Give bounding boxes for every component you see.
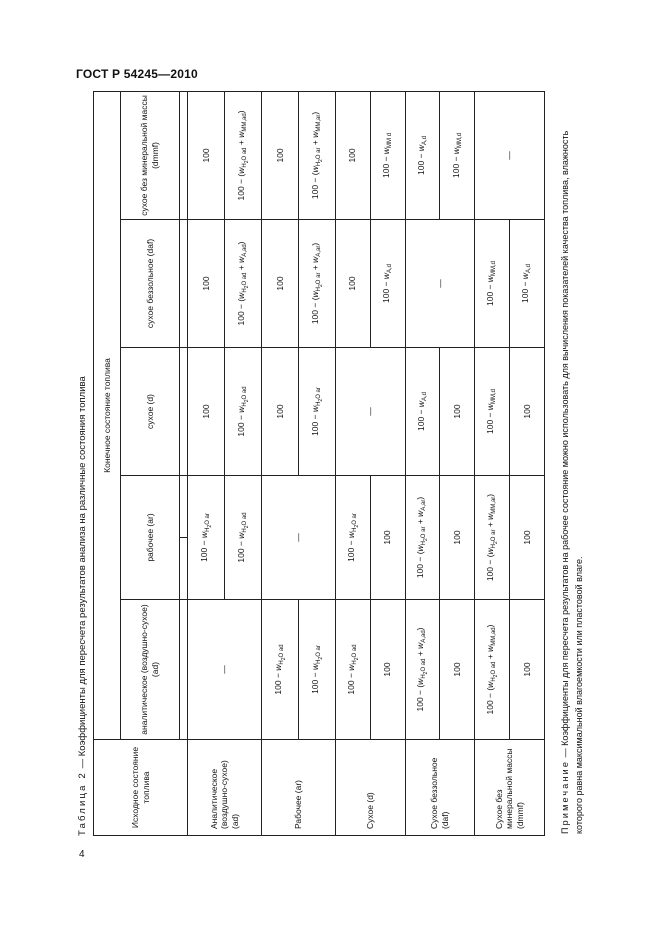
cell-daf-ad-2: 100	[440, 600, 475, 740]
col-header-daf: сухое беззольное (daf)	[120, 220, 179, 348]
cell-ad-daf-2: $100 - (w_{H_2O ad} + w_{A,ad})$	[225, 220, 262, 348]
cell-daf-daf: —	[405, 220, 475, 348]
spacer-cell	[180, 476, 188, 538]
rotated-table-block	[75, 92, 603, 836]
cell-ad-d: 100	[188, 348, 225, 476]
cell-d-dmmf: 100	[335, 91, 370, 219]
cell-d-ad: $100 - w_{H_2O ad}$	[335, 600, 370, 740]
cell-daf-ar-2: 100	[440, 476, 475, 600]
spacer-cell	[180, 600, 188, 740]
cell-ad-d-2: $100 - w_{H_2O ad}$	[225, 348, 262, 476]
cell-dmmf-ar: $100 - (w_{H_2O ar} + w_{MM,ar})$	[475, 476, 510, 600]
cell-dmmf-daf-2: $100 - w_{A,d}$	[510, 220, 545, 348]
cell-d-d: —	[335, 348, 405, 476]
cell-dmmf-ad-2: 100	[510, 600, 545, 740]
row-header-daf: Сухое беззольное (daf)	[405, 740, 475, 836]
table-caption-text: — Коэффициенты для пересчета результатов анализа на различные состояния топлива	[77, 376, 88, 772]
cell-dmmf-daf: $100 - w_{MM,d}$	[475, 220, 510, 348]
row-header-ad: Аналитическое (воздушно-сухое) (ad)	[188, 740, 262, 836]
cell-ar-ar: —	[262, 476, 336, 600]
cell-daf-d: $100 - w_{A,d}$	[405, 348, 440, 476]
row-header-d: Сухое (d)	[335, 740, 405, 836]
cell-ad-ar: $100 - w_{H_2O ar}$	[188, 476, 225, 600]
table-note	[559, 94, 586, 834]
cell-ad-daf: 100	[188, 220, 225, 348]
cell-dmmf-dmmf: —	[475, 91, 545, 219]
table-caption	[77, 92, 88, 836]
spacer-cell	[180, 91, 188, 219]
conversion-table	[93, 91, 545, 836]
spacer-cell	[180, 220, 188, 348]
cell-d-daf: 100	[335, 220, 370, 348]
col-header-ar: рабочее (ar)	[120, 476, 179, 600]
cell-ad-dmmf: 100	[188, 91, 225, 219]
cell-dmmf-d: $100 - w_{MM,d}$	[475, 348, 510, 476]
col-header-ad: аналитическое (воздушно-сухое) (ad)	[120, 600, 179, 740]
cell-dmmf-ar-2: 100	[510, 476, 545, 600]
note-text: — Коэффициенты для пересчета результатов на рабочее состояние можно использовать для вычисления показателей качества топлива, влажность которого равна максимальной влагоемкости или пластовой влаге.	[560, 130, 584, 834]
cell-dmmf-ad: $100 - (w_{H_2O ad} + w_{MM,ad})$	[475, 600, 510, 740]
table-caption-label: Таблица 2	[77, 771, 88, 836]
cell-dmmf-d-2: 100	[510, 348, 545, 476]
cell-ar-daf: 100	[262, 220, 299, 348]
cell-daf-dmmf: $100 - w_{A,d}$	[405, 91, 440, 219]
cell-ar-dmmf: 100	[262, 91, 299, 219]
col-header-d: сухое (d)	[120, 348, 179, 476]
cell-ad-ad: —	[188, 600, 262, 740]
cell-d-ar-2: 100	[370, 476, 405, 600]
cell-ar-d: 100	[262, 348, 299, 476]
source-state-header: Исходное состояние топлива	[94, 740, 188, 836]
cell-d-daf-2: $100 - w_{A,d}$	[370, 220, 405, 348]
cell-ar-daf-2: $100 - (w_{H_2O ar} + w_{A,ar})$	[298, 220, 335, 348]
cell-ad-dmmf-2: $100 - (w_{H_2O ad} + w_{MM,ad})$	[225, 91, 262, 219]
row-header-dmmf: Сухое без минеральной массы (dmmf)	[475, 740, 545, 836]
row-header-ar: Рабочее (ar)	[262, 740, 336, 836]
cell-daf-ar: $100 - (w_{H_2O ar} + w_{A,ar})$	[405, 476, 440, 600]
cell-ar-d-2: $100 - w_{H_2O ar}$	[298, 348, 335, 476]
document-header: ГОСТ Р 54245—2010	[76, 67, 198, 81]
cell-ad-ar-2: $100 - w_{H_2O ad}$	[225, 476, 262, 600]
col-header-dmmf: сухое без минеральной массы (dmmf)	[120, 91, 179, 219]
cell-daf-dmmf-2: $100 - w_{MM,d}$	[440, 91, 475, 219]
page-number: 4	[79, 849, 85, 860]
spacer-cell	[180, 538, 188, 600]
target-state-header: Конечное состояние топлива	[94, 91, 121, 739]
cell-daf-ad: $100 - (w_{H_2O ad} + w_{A,ad})$	[405, 600, 440, 740]
note-label: Примечание	[560, 759, 570, 834]
cell-d-dmmf-2: $100 - w_{MM d}$	[370, 91, 405, 219]
cell-ar-ad: $100 - w_{H_2O ad}$	[262, 600, 299, 740]
spacer-cell	[180, 348, 188, 476]
cell-d-ar: $100 - w_{H_2O ar}$	[335, 476, 370, 600]
cell-ar-dmmf-2: $100 - (w_{H_2O ar} + w_{MM,ar})$	[298, 91, 335, 219]
cell-ar-ad-2: $100 - w_{H_2O ar}$	[298, 600, 335, 740]
cell-d-ad-2: 100	[370, 600, 405, 740]
cell-daf-d-2: 100	[440, 348, 475, 476]
